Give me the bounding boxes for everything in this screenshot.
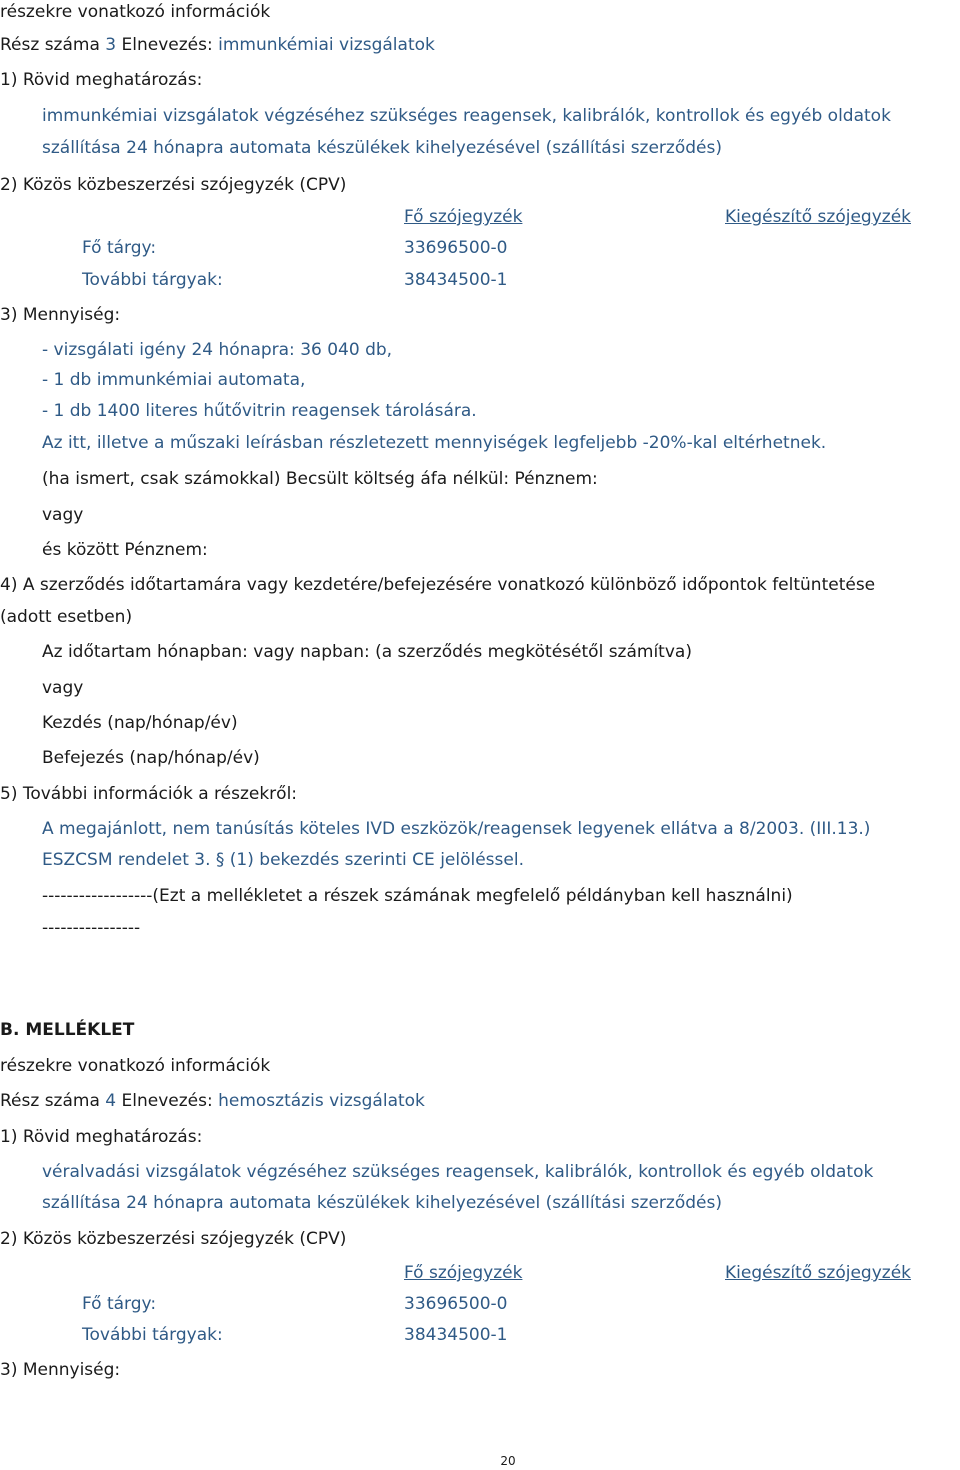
cpv-main-header: Fő szójegyzék (404, 207, 523, 227)
section-header: részekre vonatkozó információk (0, 1056, 271, 1076)
start-line: Kezdés (nap/hónap/év) (42, 713, 238, 733)
end-line: Befejezés (nap/hónap/év) (42, 748, 260, 768)
page-number: 20 (500, 1454, 516, 1468)
short-desc-line: szállítása 24 hónapra automata készülékek kihelyezésével (szállítási szerződés) (42, 138, 722, 158)
duration-line: Az időtartam hónapban: vagy napban: (a szerződés megkötésétől számítva) (42, 642, 692, 662)
part-label: Rész száma (0, 1091, 100, 1111)
between-line: és között Pénznem: (42, 540, 208, 560)
main-subject-label: Fő tárgy: (82, 238, 157, 258)
duration-label: 4) A szerződés időtartamára vagy kezdetére/befejezésére vonatkozó különböző időpontok feltüntetése (0, 575, 876, 595)
cost-line: (ha ismert, csak számokkal) Becsült költség áfa nélkül: Pénznem: (42, 469, 598, 489)
duration-label: (adott esetben) (0, 607, 133, 627)
quantity-line: - 1 db 1400 literes hűtővitrin reagensek tárolására. (42, 401, 477, 421)
quantity-line: - vizsgálati igény 24 hónapra: 36 040 db, (42, 340, 393, 360)
cpv-supp-header: Kiegészítő szójegyzék (725, 1263, 911, 1283)
part-label: Rész száma (0, 35, 100, 55)
main-subject-label: Fő tárgy: (82, 1294, 157, 1314)
quantity-label: 3) Mennyiség: (0, 1360, 121, 1380)
part-line (0, 33, 435, 57)
main-subject-code: 33696500-0 (404, 238, 508, 258)
additional-label: További tárgyak: (82, 270, 223, 290)
additional-code: 38434500-1 (404, 270, 508, 290)
section-header: részekre vonatkozó információk (0, 2, 271, 22)
annex-title: B. MELLÉKLET (0, 1020, 135, 1040)
separator-line: ---------------- (42, 918, 141, 938)
cpv-label: 2) Közös közbeszerzési szójegyzék (CPV) (0, 1229, 347, 1249)
further-info-label: 5) További információk a részekről: (0, 784, 298, 804)
name-label: Elnevezés: (121, 35, 213, 55)
quantity-line: - 1 db immunkémiai automata, (42, 370, 306, 390)
quantity-note: Az itt, illetve a műszaki leírásban részletezett mennyiségek legfeljebb -20%-kal eltérhetnek. (42, 433, 827, 453)
cpv-label: 2) Közös közbeszerzési szójegyzék (CPV) (0, 175, 347, 195)
part-number: 3 (105, 35, 117, 55)
quantity-label: 3) Mennyiség: (0, 305, 121, 325)
short-desc-line: immunkémiai vizsgálatok végzéséhez szükséges reagensek, kalibrálók, kontrollok és egyéb oldatok (42, 106, 891, 126)
or-text: vagy (42, 505, 84, 525)
short-desc-line: véralvadási vizsgálatok végzéséhez szükséges reagensek, kalibrálók, kontrollok és egyéb oldatok (42, 1162, 874, 1182)
part-name: hemosztázis vizsgálatok (218, 1091, 425, 1111)
cpv-supp-header: Kiegészítő szójegyzék (725, 207, 911, 227)
part-number: 4 (105, 1091, 117, 1111)
cpv-main-header: Fő szójegyzék (404, 1263, 523, 1283)
short-desc-label: 1) Rövid meghatározás: (0, 70, 203, 90)
or-text: vagy (42, 678, 84, 698)
further-info-line: ESZCSM rendelet 3. § (1) bekezdés szerinti CE jelöléssel. (42, 850, 524, 870)
part-name: immunkémiai vizsgálatok (218, 35, 435, 55)
name-label: Elnevezés: (121, 1091, 213, 1111)
separator-line: ------------------(Ezt a mellékletet a részek számának megfelelő példányban kell használni) (42, 886, 793, 906)
part-line (0, 1089, 425, 1113)
further-info-line: A megajánlott, nem tanúsítás köteles IVD eszközök/reagensek legyenek ellátva a 8/2003. (III.13.) (42, 819, 871, 839)
short-desc-line: szállítása 24 hónapra automata készülékek kihelyezésével (szállítási szerződés) (42, 1193, 722, 1213)
additional-code: 38434500-1 (404, 1325, 508, 1345)
main-subject-code: 33696500-0 (404, 1294, 508, 1314)
short-desc-label: 1) Rövid meghatározás: (0, 1127, 203, 1147)
additional-label: További tárgyak: (82, 1325, 223, 1345)
